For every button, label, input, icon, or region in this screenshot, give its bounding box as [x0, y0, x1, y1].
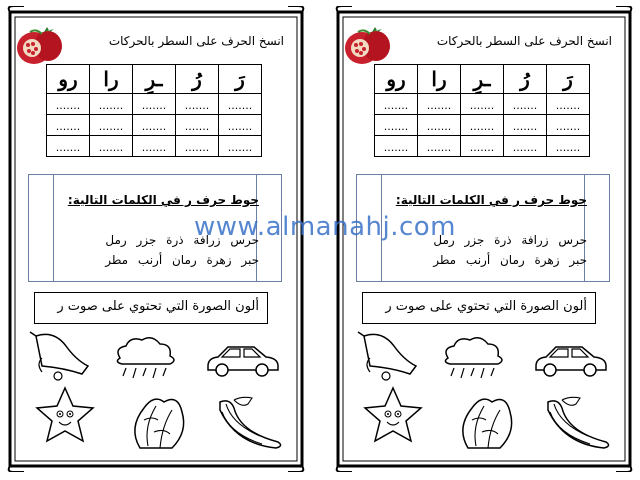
dotted-cell[interactable]: .......: [219, 94, 262, 115]
rain-cloud-icon[interactable]: [438, 336, 512, 380]
box-border-left: [41, 175, 54, 281]
letter-header: را: [418, 65, 461, 94]
site-watermark: www.almanahj.com: [194, 212, 456, 242]
pomegranate-icon: [342, 26, 396, 66]
dotted-cell[interactable]: .......: [90, 94, 133, 115]
bananas-icon[interactable]: [540, 394, 616, 452]
dotted-cell[interactable]: .......: [133, 136, 176, 157]
copy-letter-title: انسخ الحرف على السطر بالحركات: [436, 34, 612, 48]
dotted-cell[interactable]: .......: [133, 94, 176, 115]
dotted-cell[interactable]: .......: [133, 115, 176, 136]
dotted-cell[interactable]: .......: [47, 115, 90, 136]
letter-header: رو: [47, 65, 90, 94]
dotted-cell[interactable]: .......: [219, 115, 262, 136]
dotted-cell[interactable]: .......: [461, 136, 504, 157]
circle-letter-title: حوط حرف ر في الكلمات التالية:: [67, 193, 259, 207]
car-icon[interactable]: [204, 340, 282, 380]
letter-header: رُ: [176, 65, 219, 94]
word-list-line-1: حرس زرافة ذرة جزر رمل: [105, 233, 259, 247]
dotted-cell[interactable]: .......: [90, 115, 133, 136]
worksheet-header: [340, 26, 626, 58]
dotted-cell[interactable]: .......: [90, 136, 133, 157]
dotted-cell[interactable]: .......: [176, 136, 219, 157]
letter-header: رَ: [547, 65, 590, 94]
star-icon[interactable]: [362, 386, 424, 450]
dotted-cell[interactable]: .......: [47, 136, 90, 157]
dotted-cell[interactable]: .......: [504, 94, 547, 115]
dotted-cell[interactable]: .......: [547, 94, 590, 115]
dotted-cell[interactable]: .......: [219, 136, 262, 157]
word-list-line-2: حبر زهرة رمان أرنب مطر: [105, 253, 259, 267]
color-instruction-text: ألون الصورة التي تحتوي على صوت ر: [57, 299, 259, 314]
color-instruction-text: ألون الصورة التي تحتوي على صوت ر: [385, 299, 587, 314]
word-list-line-1: حرس زرافة ذرة جزر رمل: [433, 233, 587, 247]
dotted-cell[interactable]: .......: [547, 115, 590, 136]
dotted-cell[interactable]: .......: [461, 94, 504, 115]
letter-header: رُ: [504, 65, 547, 94]
worksheet-header: [12, 26, 298, 58]
word-list-line-2: حبر زهرة رمان أرنب مطر: [433, 253, 587, 267]
car-icon[interactable]: [532, 340, 610, 380]
dotted-cell[interactable]: .......: [547, 136, 590, 157]
dotted-cell[interactable]: .......: [375, 115, 418, 136]
dotted-cell[interactable]: .......: [418, 94, 461, 115]
letter-grid: [374, 64, 590, 157]
lettuce-icon[interactable]: [126, 390, 190, 454]
dotted-cell[interactable]: .......: [461, 115, 504, 136]
dotted-cell[interactable]: .......: [375, 94, 418, 115]
dotted-cell[interactable]: .......: [418, 115, 461, 136]
dotted-cell[interactable]: .......: [176, 94, 219, 115]
letter-header: ـرِ: [133, 65, 176, 94]
color-instruction-box: [362, 292, 596, 324]
dotted-cell[interactable]: .......: [504, 115, 547, 136]
circle-letter-title: حوط حرف ر في الكلمات التالية:: [395, 193, 587, 207]
bell-icon[interactable]: [356, 330, 422, 382]
color-instruction-box: [34, 292, 268, 324]
bananas-icon[interactable]: [212, 394, 288, 452]
dotted-cell[interactable]: .......: [47, 94, 90, 115]
dotted-cell[interactable]: .......: [375, 136, 418, 157]
letter-header: رَ: [219, 65, 262, 94]
pomegranate-icon: [14, 26, 68, 66]
rain-cloud-icon[interactable]: [110, 336, 184, 380]
copy-letter-title: انسخ الحرف على السطر بالحركات: [108, 34, 284, 48]
dotted-cell[interactable]: .......: [504, 136, 547, 157]
letter-header: رو: [375, 65, 418, 94]
letter-header: ـرِ: [461, 65, 504, 94]
star-icon[interactable]: [34, 386, 96, 450]
dotted-cell[interactable]: .......: [418, 136, 461, 157]
bell-icon[interactable]: [28, 330, 94, 382]
lettuce-icon[interactable]: [454, 390, 518, 454]
letter-grid: [46, 64, 262, 157]
dotted-cell[interactable]: .......: [176, 115, 219, 136]
letter-header: را: [90, 65, 133, 94]
